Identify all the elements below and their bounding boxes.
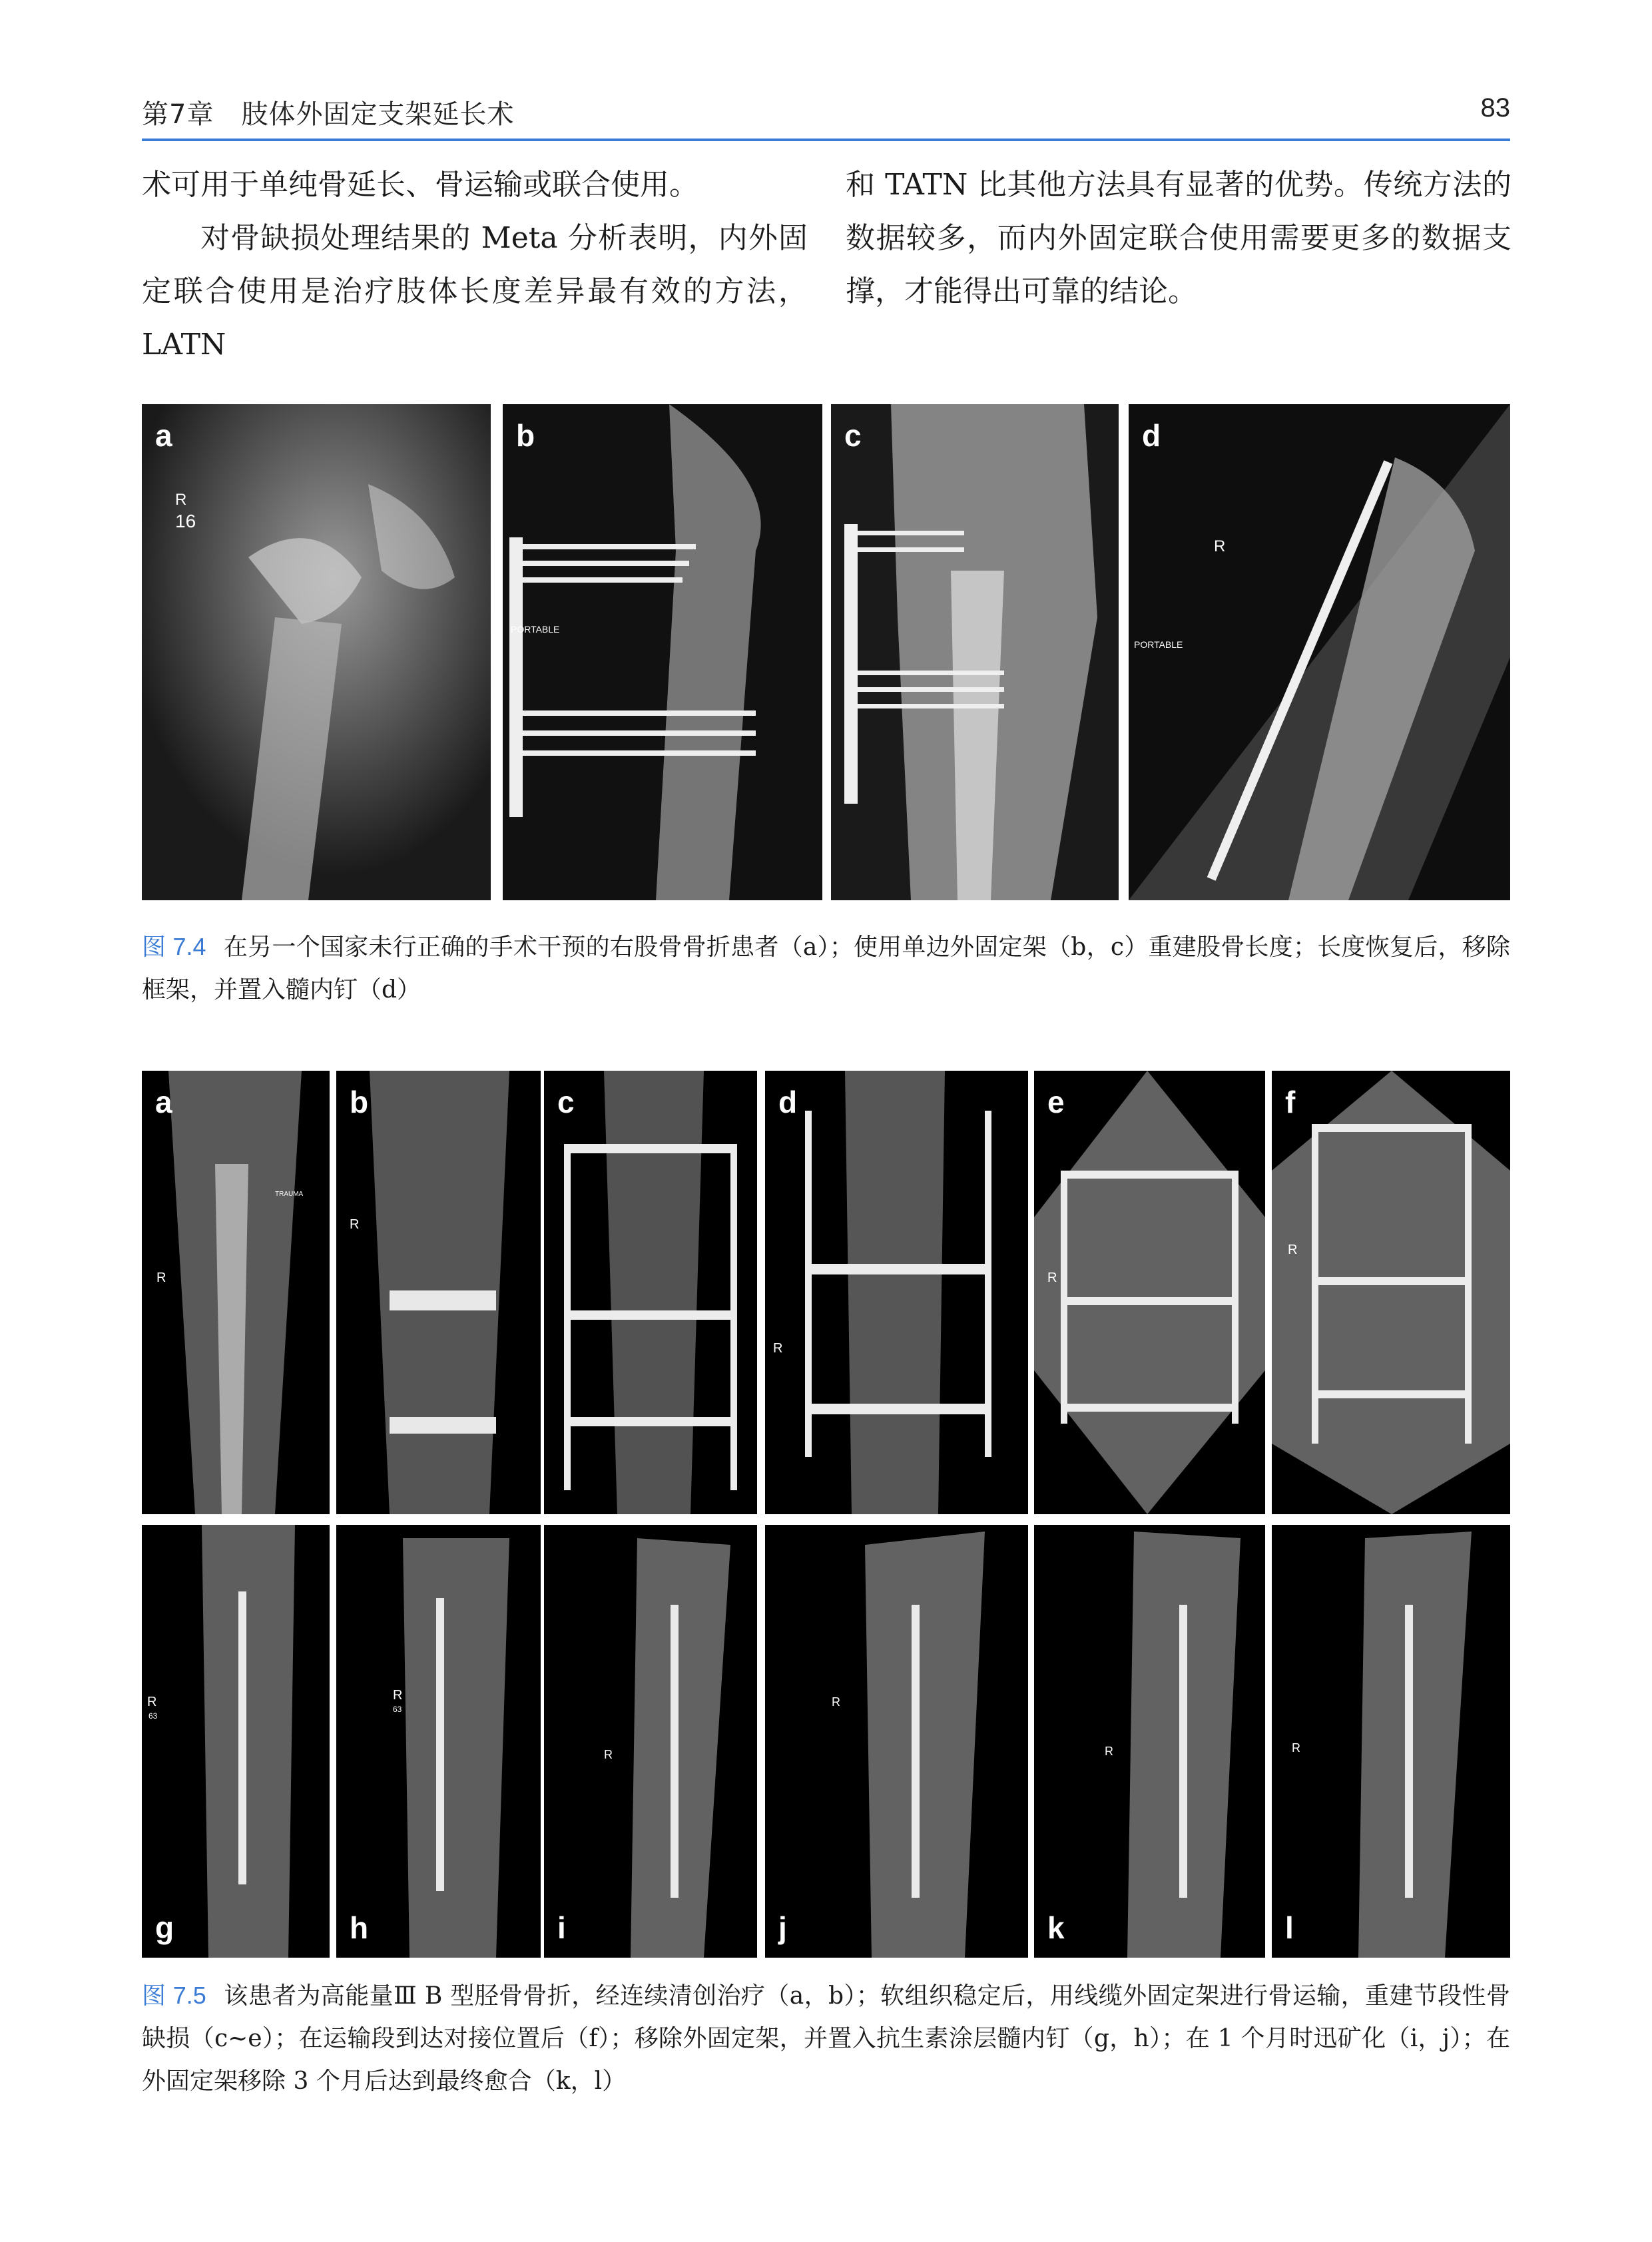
xray-marker: R (1105, 1745, 1113, 1758)
xray-marker-portable: PORTABLE (1134, 639, 1183, 650)
xray-image (1272, 1071, 1510, 1514)
xray-panel-7-4a (142, 404, 491, 900)
panel-label: l (1285, 1910, 1294, 1945)
paragraph: 术可用于单纯骨延长、骨运输或联合使用。 (142, 168, 698, 202)
xray-image (336, 1525, 541, 1958)
xray-marker: R (604, 1748, 613, 1761)
figure-label: 图 7.5 (142, 1982, 206, 2009)
paragraph: 对骨缺损处理结果的 Meta 分析表明，内外固定联合使用是治疗肢体长度差异最有效的方法，LATN (142, 221, 808, 362)
xray-marker-number: 63 (148, 1711, 158, 1721)
xray-marker: R (350, 1217, 360, 1232)
xray-panel-7-5j (765, 1525, 1028, 1958)
xray-image (544, 1525, 757, 1958)
chapter-title: 第7章 肢体外固定支架延长术 (142, 99, 515, 130)
figure-caption-7-4 (142, 926, 1510, 1011)
xray-image (1129, 404, 1510, 900)
xray-marker-number: 63 (393, 1705, 402, 1714)
text-column-left (142, 158, 808, 372)
text-column-right (846, 158, 1512, 318)
running-header (142, 91, 1510, 141)
xray-marker: R (832, 1695, 840, 1709)
xray-image (142, 404, 491, 900)
xray-image (142, 1071, 330, 1514)
panel-label: b (350, 1085, 369, 1119)
xray-marker: R (147, 1695, 157, 1709)
xray-image (765, 1071, 1028, 1514)
panel-label: b (516, 418, 535, 453)
page-number: 83 (1480, 93, 1510, 123)
xray-marker: R (393, 1688, 403, 1703)
xray-marker-number: 16 (175, 511, 196, 531)
xray-panel-7-5c (544, 1071, 757, 1514)
xray-image (1034, 1525, 1265, 1958)
figure-label: 图 7.4 (142, 933, 206, 960)
paragraph: 和 TATN 比其他方法具有显著的优势。传统方法的数据较多，而内外固定联合使用需要更多的数据支撑，才能得出可靠的结论。 (846, 168, 1512, 308)
figure-caption-7-5 (142, 1974, 1510, 2103)
caption-text: 在另一个国家未行正确的手术干预的右股骨骨折患者（a）；使用单边外固定架（b，c）重建股骨长度；长度恢复后，移除框架，并置入髓内钉（d） (142, 934, 1510, 1003)
xray-marker: R (1214, 537, 1226, 555)
xray-image (544, 1071, 757, 1514)
xray-marker: R (175, 491, 187, 509)
xray-panel-7-4b (503, 404, 822, 900)
xray-panel-7-4c (831, 404, 1119, 900)
xray-panel-7-5k (1034, 1525, 1265, 1958)
panel-label: e (1047, 1085, 1065, 1119)
panel-label: c (557, 1085, 575, 1119)
xray-panel-7-4d (1129, 404, 1510, 900)
xray-image (831, 404, 1119, 900)
panel-label: h (350, 1910, 369, 1945)
xray-marker: R (1292, 1741, 1300, 1755)
xray-panel-7-5a (142, 1071, 330, 1514)
xray-panel-7-5g (142, 1525, 330, 1958)
panel-label: c (844, 418, 862, 453)
xray-panel-7-5i (544, 1525, 757, 1958)
xray-panel-7-5e (1034, 1071, 1265, 1514)
xray-panel-7-5b (336, 1071, 541, 1514)
panel-label: a (155, 418, 172, 453)
xray-image (1272, 1525, 1510, 1958)
panel-label: j (778, 1910, 787, 1945)
xray-marker: R (156, 1270, 166, 1285)
panel-label: k (1047, 1910, 1065, 1945)
xray-marker: R (1047, 1270, 1057, 1285)
xray-image (503, 404, 822, 900)
panel-label: d (1142, 418, 1161, 453)
xray-panel-7-5h (336, 1525, 541, 1958)
xray-image (765, 1525, 1028, 1958)
panel-label: g (155, 1910, 174, 1945)
xray-panel-7-5f (1272, 1071, 1510, 1514)
panel-label: f (1285, 1085, 1296, 1119)
caption-text: 该患者为高能量Ⅲ B 型胫骨骨折，经连续清创治疗（a，b）；软组织稳定后，用线缆外固定架进行骨运输，重建节段性骨缺损（c~e）；在运输段到达对接位置后（f）；移除外固定架，并置入抗生素涂层髓内钉（g，h）；在 1 个月时迅矿化（i，j）；在外固定架移除 3 个月后达到最终愈合（k，l） (142, 1982, 1510, 2095)
xray-image (336, 1071, 541, 1514)
xray-marker-trauma: TRAUMA (275, 1191, 304, 1198)
panel-label: d (778, 1085, 798, 1119)
panel-label: i (557, 1910, 566, 1945)
xray-panel-7-5l (1272, 1525, 1510, 1958)
panel-label: a (155, 1085, 172, 1119)
xray-marker: R (1288, 1243, 1298, 1257)
xray-marker: R (773, 1341, 783, 1356)
xray-panel-7-5d (765, 1071, 1028, 1514)
xray-image (142, 1525, 330, 1958)
xray-image (1034, 1071, 1265, 1514)
xray-marker: PORTABLE (511, 624, 560, 635)
